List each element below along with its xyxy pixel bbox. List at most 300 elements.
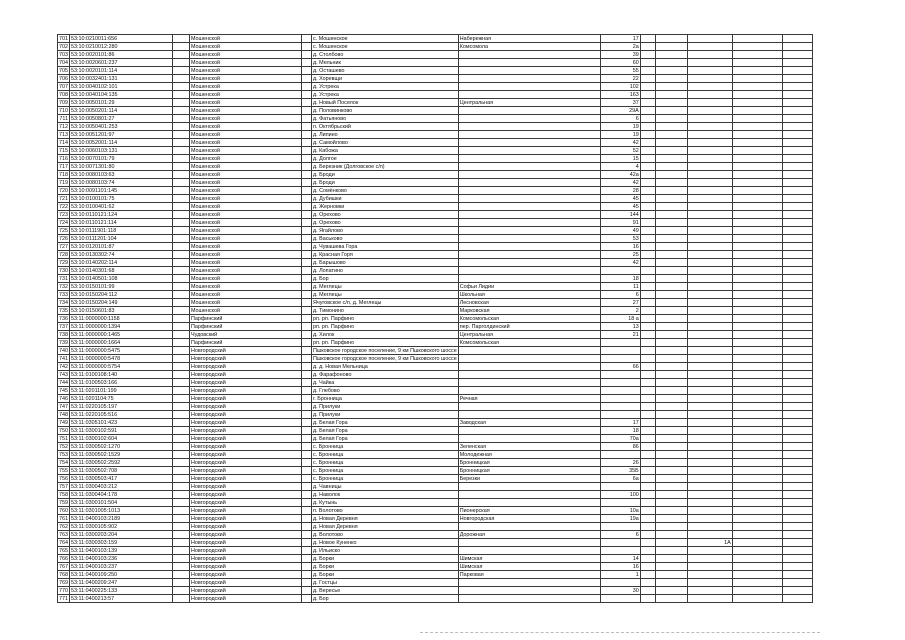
table-cell (458, 523, 600, 531)
table-cell: Новгородский (190, 451, 302, 459)
table-cell (302, 371, 312, 379)
table-cell: Марковская (458, 307, 600, 315)
table-cell: рп. рп. Парфино (312, 323, 459, 331)
table-cell: с. Бронница (312, 467, 459, 475)
page-bottom-rule (420, 632, 820, 633)
table-cell (732, 491, 782, 499)
table-cell (173, 323, 190, 331)
table-cell (302, 507, 312, 515)
table-cell: 13 (600, 323, 640, 331)
table-cell: 53:11:0000000:1394 (70, 323, 173, 331)
table-cell: Мошенской (190, 275, 302, 283)
table-cell (687, 163, 732, 171)
table-cell (732, 163, 782, 171)
table-cell (640, 587, 655, 595)
table-cell (782, 123, 812, 131)
table-cell (655, 195, 687, 203)
table-cell: 53:11:0300102:604 (70, 435, 173, 443)
table-cell: 53:11:0400225:133 (70, 587, 173, 595)
table-cell (655, 147, 687, 155)
table-row (58, 131, 813, 139)
table-cell (302, 123, 312, 131)
table-cell: Новгородский (190, 443, 302, 451)
table-cell (458, 243, 600, 251)
table-row (58, 195, 813, 203)
table-cell: 26 (600, 459, 640, 467)
table-cell: 53:11:0300105:902 (70, 523, 173, 531)
table-cell (302, 539, 312, 547)
table-cell (655, 243, 687, 251)
table-cell: 25 (600, 251, 640, 259)
table-cell (302, 467, 312, 475)
table-cell (173, 411, 190, 419)
table-cell (302, 195, 312, 203)
table-cell (640, 99, 655, 107)
table-cell (173, 291, 190, 299)
table-cell (732, 219, 782, 227)
table-cell (782, 83, 812, 91)
table-cell: 4 (600, 163, 640, 171)
table-cell (687, 179, 732, 187)
table-cell (173, 123, 190, 131)
table-cell (687, 139, 732, 147)
table-cell (458, 403, 600, 411)
table-cell: 731 (59, 275, 68, 282)
table-cell (655, 99, 687, 107)
table-cell: Шимская (458, 555, 600, 563)
table-cell: д. Самойлово (312, 139, 459, 147)
table-cell: Школьная (458, 291, 600, 299)
table-cell (302, 339, 312, 347)
table-cell: Новгородский (190, 419, 302, 427)
table-cell (732, 435, 782, 443)
table-cell: Комсомольская (458, 315, 600, 323)
table-cell: Мошенской (190, 259, 302, 267)
table-cell: 746 (59, 395, 68, 402)
table-cell: 53:11:0300102:591 (70, 427, 173, 435)
table-cell: 704 (59, 59, 68, 66)
table-cell (302, 211, 312, 219)
table-cell (655, 219, 687, 227)
table-cell (782, 411, 812, 419)
table-cell: 53:10:0080103:74 (70, 179, 173, 187)
table-cell (302, 483, 312, 491)
table-cell: г. Бронница (312, 395, 459, 403)
table-cell: Мошенской (190, 131, 302, 139)
table-cell: 755 (59, 467, 68, 474)
table-cell (640, 59, 655, 67)
table-cell (640, 195, 655, 203)
table-cell (782, 243, 812, 251)
table-cell (458, 59, 600, 67)
table-cell: 163 (600, 91, 640, 99)
table-cell: 2 (600, 307, 640, 315)
table-cell: д. Столбово (312, 51, 459, 59)
table-cell (687, 59, 732, 67)
table-cell (655, 379, 687, 387)
table-cell (640, 427, 655, 435)
table-cell: 66 (600, 363, 640, 371)
table-cell (173, 147, 190, 155)
table-row (58, 67, 813, 75)
table-cell: д. Новая Деревня (312, 515, 459, 523)
table-cell (302, 419, 312, 427)
table-cell (458, 427, 600, 435)
table-cell: 743 (59, 371, 68, 378)
table-row (58, 91, 813, 99)
table-cell (302, 291, 312, 299)
table-cell (687, 515, 732, 523)
table-cell (655, 411, 687, 419)
table-cell (687, 483, 732, 491)
table-cell (732, 531, 782, 539)
table-cell: 53:11:0400103:2189 (70, 515, 173, 523)
table-row (58, 275, 813, 283)
table-cell (640, 347, 655, 355)
table-cell (458, 83, 600, 91)
table-cell (687, 171, 732, 179)
table-cell (173, 51, 190, 59)
table-cell (687, 267, 732, 275)
table-cell (687, 43, 732, 51)
table-cell (687, 195, 732, 203)
table-cell: 53:10:0150601:83 (70, 307, 173, 315)
table-cell: Парфинский (190, 339, 302, 347)
table-cell: Новгородский (190, 411, 302, 419)
table-cell: д. Меглецы (312, 283, 459, 291)
table-cell (732, 291, 782, 299)
table-cell: 735 (59, 307, 68, 314)
table-cell: 53:10:0111901:118 (70, 227, 173, 235)
table-cell: 45 (600, 203, 640, 211)
table-row (58, 227, 813, 235)
table-cell: 715 (59, 147, 68, 154)
table-cell (655, 555, 687, 563)
table-cell (732, 211, 782, 219)
table-cell: 28 (600, 187, 640, 195)
table-cell (782, 115, 812, 123)
table-cell: д. Меглецы (312, 291, 459, 299)
table-cell: 53:10:0150204:149 (70, 299, 173, 307)
table-cell (302, 523, 312, 531)
table-cell (732, 107, 782, 115)
table-cell (687, 371, 732, 379)
table-cell: 53:10:0020101:114 (70, 67, 173, 75)
table-cell (600, 395, 640, 403)
table-cell: 53:10:0210012:280 (70, 43, 173, 51)
table-cell (640, 203, 655, 211)
table-cell (655, 579, 687, 587)
table-row (58, 395, 813, 403)
table-cell (732, 387, 782, 395)
table-cell (302, 203, 312, 211)
table-cell: д. Тимонино (312, 307, 459, 315)
table-cell (302, 427, 312, 435)
table-row (58, 483, 813, 491)
table-cell (732, 523, 782, 531)
table-cell: 724 (59, 219, 68, 226)
table-cell (732, 563, 782, 571)
table-cell: 53:10:0110121:124 (70, 211, 173, 219)
table-cell: Новгородский (190, 483, 302, 491)
table-cell: д. Броди (312, 171, 459, 179)
table-cell (600, 371, 640, 379)
table-cell (732, 547, 782, 555)
table-cell (782, 507, 812, 515)
table-cell (687, 467, 732, 475)
table-cell (173, 555, 190, 563)
table-cell (173, 59, 190, 67)
table-cell (302, 299, 312, 307)
table-cell: Центральная (458, 331, 600, 339)
table-cell (173, 203, 190, 211)
table-cell (782, 195, 812, 203)
table-cell (600, 347, 640, 355)
table-cell: Мошенской (190, 283, 302, 291)
table-cell (687, 235, 732, 243)
table-cell: Бронницкая (458, 467, 600, 475)
table-cell (732, 395, 782, 403)
table-cell (782, 291, 812, 299)
table-cell: 53:11:0201104:75 (70, 395, 173, 403)
table-cell: д. Устрека (312, 91, 459, 99)
table-cell (782, 523, 812, 531)
table-cell: 6 (600, 291, 640, 299)
table-cell (782, 387, 812, 395)
table-cell (782, 555, 812, 563)
table-cell: д. Красная Горя (312, 251, 459, 259)
table-cell (458, 139, 600, 147)
table-cell (782, 587, 812, 595)
table-cell (302, 515, 312, 523)
table-cell (600, 523, 640, 531)
table-cell (732, 451, 782, 459)
table-cell: Пшковское городское поселение, 9 км Пшковского шоссе (313, 355, 457, 362)
table-cell (600, 547, 640, 555)
table-cell: Мошенской (190, 115, 302, 123)
table-cell: 53:10:0150101:99 (70, 283, 173, 291)
table-cell (302, 307, 312, 315)
table-cell (687, 355, 732, 363)
table-cell: 49 (600, 227, 640, 235)
table-cell (655, 155, 687, 163)
table-cell: Новгородский (190, 475, 302, 483)
table-cell: 713 (59, 131, 68, 138)
table-cell: Мошенской (190, 179, 302, 187)
table-cell (655, 91, 687, 99)
table-cell (655, 35, 687, 43)
table-cell: Новгородский (190, 355, 302, 363)
table-cell (655, 483, 687, 491)
table-cell: 53:11:0000000:5478 (70, 355, 173, 363)
table-cell (732, 147, 782, 155)
table-cell: д. Вересье (312, 587, 459, 595)
table-cell: 722 (59, 203, 68, 210)
table-cell: 53:10:0091101:145 (70, 187, 173, 195)
table-cell (302, 155, 312, 163)
table-cell (655, 571, 687, 579)
table-cell (640, 187, 655, 195)
table-cell: д. Бор (312, 595, 459, 603)
table-cell (655, 523, 687, 531)
table-cell (655, 363, 687, 371)
table-cell (687, 115, 732, 123)
table-cell (640, 363, 655, 371)
table-cell: 21 (600, 331, 640, 339)
table-cell (732, 139, 782, 147)
table-cell: д. Чувашева Гора (312, 243, 459, 251)
table-cell (640, 139, 655, 147)
table-cell: 45 (600, 195, 640, 203)
table-cell: 745 (59, 387, 68, 394)
table-cell: 740 (59, 347, 68, 354)
table-cell (173, 483, 190, 491)
table-cell (458, 259, 600, 267)
table-cell (687, 411, 732, 419)
table-cell: 19 (600, 123, 640, 131)
table-cell (732, 315, 782, 323)
table-cell (458, 91, 600, 99)
table-cell (302, 563, 312, 571)
table-cell (655, 291, 687, 299)
table-cell (600, 539, 640, 547)
table-row (58, 259, 813, 267)
table-cell: 102 (600, 83, 640, 91)
table-cell (173, 571, 190, 579)
table-cell: 18 (600, 275, 640, 283)
table-cell: 759 (59, 499, 68, 506)
table-cell (655, 163, 687, 171)
table-cell (655, 419, 687, 427)
table-cell (173, 195, 190, 203)
table-cell (687, 211, 732, 219)
table-cell (458, 211, 600, 219)
table-cell (302, 355, 312, 363)
table-cell (640, 267, 655, 275)
table-cell: 739 (59, 339, 68, 346)
table-cell (640, 123, 655, 131)
table-cell (732, 403, 782, 411)
table-cell: 53:11:0000000:5475 (70, 347, 173, 355)
table-cell (655, 547, 687, 555)
table-cell (173, 547, 190, 555)
table-cell (687, 523, 732, 531)
table-cell: 53:11:0400109:250 (70, 571, 173, 579)
table-cell (173, 211, 190, 219)
table-cell: д. Хилок (312, 331, 459, 339)
table-cell: д. Бор (312, 275, 459, 283)
table-cell: д. Васьково (312, 235, 459, 243)
table-cell (732, 267, 782, 275)
table-cell (458, 435, 600, 443)
table-cell: 53:11:0300404:178 (70, 491, 173, 499)
table-cell: Дорожная (458, 531, 600, 539)
table-cell: 16 (600, 563, 640, 571)
table-cell: 747 (59, 403, 68, 410)
table-cell: 53:10:0020101:86 (70, 51, 173, 59)
table-cell (687, 595, 732, 603)
table-cell (600, 411, 640, 419)
table-cell (302, 75, 312, 83)
table-cell: Новгородский (190, 387, 302, 395)
table-cell: Мошенской (190, 203, 302, 211)
table-cell: 53:11:0000000:1158 (70, 315, 173, 323)
table-cell (173, 163, 190, 171)
table-cell (640, 211, 655, 219)
table-cell (782, 355, 812, 363)
table-cell: д. Белая Гора (312, 435, 459, 443)
table-cell: 53:10:0052001:114 (70, 139, 173, 147)
table-cell (458, 163, 600, 171)
table-cell (600, 499, 640, 507)
table-cell (302, 531, 312, 539)
table-cell (687, 99, 732, 107)
table-cell (782, 323, 812, 331)
table-cell (173, 299, 190, 307)
table-cell (655, 443, 687, 451)
table-cell: Мошенской (190, 307, 302, 315)
table-cell (782, 131, 812, 139)
table-cell (655, 171, 687, 179)
table-cell (302, 411, 312, 419)
table-cell: д. Кабожа (312, 147, 459, 155)
table-cell: д. Борки (312, 555, 459, 563)
table-cell (640, 259, 655, 267)
table-cell: 53:11:0305101:423 (70, 419, 173, 427)
table-cell (458, 491, 600, 499)
table-cell (687, 131, 732, 139)
table-cell (782, 227, 812, 235)
table-cell: 42 (600, 139, 640, 147)
table-cell: Шимская (458, 563, 600, 571)
table-cell (640, 323, 655, 331)
table-row (58, 139, 813, 147)
table-cell (655, 123, 687, 131)
table-row (58, 467, 813, 475)
table-cell (655, 499, 687, 507)
table-cell (732, 203, 782, 211)
table-cell: д. Сомёнково (312, 187, 459, 195)
table-row (58, 323, 813, 331)
table-cell: д. Прилуки (312, 411, 459, 419)
table-cell: Новгородский (190, 427, 302, 435)
table-cell: 711 (59, 115, 68, 122)
table-cell (687, 507, 732, 515)
table-cell: Парковая (458, 571, 600, 579)
table-cell (732, 99, 782, 107)
table-row (58, 363, 813, 371)
table-cell: 55 (600, 67, 640, 75)
table-row (58, 147, 813, 155)
table-cell: 53:10:0020601:237 (70, 59, 173, 67)
table-cell (687, 499, 732, 507)
table-cell: 719 (59, 179, 68, 186)
table-cell (173, 155, 190, 163)
table-cell (302, 51, 312, 59)
table-cell: 705 (59, 67, 68, 74)
table-cell: 19а (600, 515, 640, 523)
table-cell (302, 259, 312, 267)
table-cell: 17 (600, 35, 640, 43)
table-row (58, 507, 813, 515)
table-cell (687, 91, 732, 99)
table-row (58, 35, 813, 43)
table-cell (687, 147, 732, 155)
table-cell (732, 75, 782, 83)
table-cell: 6а (600, 475, 640, 483)
table-cell (640, 251, 655, 259)
table-row (58, 267, 813, 275)
